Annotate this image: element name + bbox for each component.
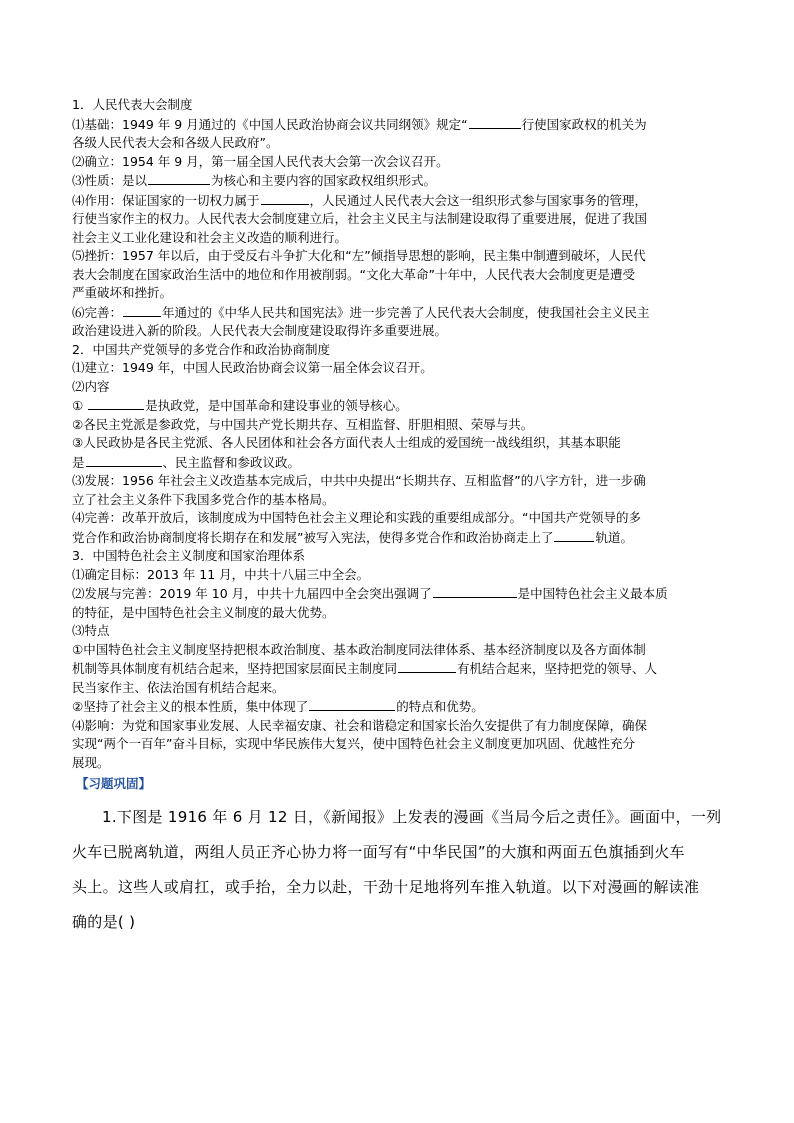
text-segment: ②坚持了社会主义的根本性质，集中体现了 — [72, 699, 309, 714]
text-line — [72, 396, 732, 416]
text-segment: 党合作和政治协商制度将长期存在和发展”被写入宪法，使得多党合作和政治协商走上了 — [72, 529, 554, 545]
text-segment: 轨道。 — [595, 529, 633, 545]
text-line — [72, 453, 732, 473]
text-line — [72, 359, 732, 378]
text-segment: 是中国特色社会主义最本质 — [517, 586, 668, 601]
text-segment: 的特征，是中国特色社会主义制度的最大优势。 — [72, 604, 335, 620]
text-segment: ⑵确立：1954 年 9 月，第一届全国人民代表大会第一次会议召开。 — [72, 153, 449, 169]
text-line — [72, 96, 732, 115]
text-line — [72, 134, 732, 153]
text-segment: ⑸挫折：1957 年以后，由于受反右斗争扩大化和“左”倾指导思想的影响，民主集中制遭到破坏，人民代 — [72, 248, 646, 263]
text-line — [72, 341, 732, 360]
text-line — [72, 115, 732, 135]
exercise-line: 火车已脱离轨道，两组人员正齐心协力将一面写有“中华民国”的大旗和两面五色旗插到火车 — [72, 843, 685, 861]
fill-in-blank — [433, 584, 517, 598]
text-segment: 为核心和主要内容的国家政权组织形式。 — [211, 173, 437, 188]
text-line — [72, 509, 732, 528]
text-line — [72, 191, 732, 211]
fill-in-blank — [123, 303, 161, 317]
text-line — [72, 641, 732, 660]
text-segment: 3．中国特色社会主义制度和国家治理体系 — [72, 548, 305, 563]
text-segment: ⑶发展：1956 年社会主义改造基本完成后，中共中央提出“长期共存、互相监督”的八字方针，进一步确 — [72, 473, 646, 488]
text-line — [72, 566, 732, 585]
text-segment: ①中国特色社会主义制度坚持把根本政治制度、基本政治制度同法律体系、基本经济制度以及各方面体制 — [72, 641, 646, 657]
text-segment: 各级人民代表大会和各级人民政府”。 — [72, 135, 279, 150]
text-segment: ⑵内容 — [72, 378, 110, 394]
fill-in-blank — [469, 115, 521, 129]
text-line — [72, 416, 732, 435]
text-line — [72, 247, 732, 266]
text-segment: 有机结合起来，坚持把党的领导、人 — [457, 661, 658, 676]
text-segment: 社会主义工业化建设和社会主义改造的顺利进行。 — [72, 229, 348, 245]
text-line — [72, 171, 732, 191]
text-line — [72, 472, 732, 491]
text-segment: 严重破坏和挫折。 — [72, 285, 173, 300]
text-segment: 是执政党，是中国革命和建设事业的领导核心。 — [145, 398, 408, 413]
exercise-line: 1.下图是 1916 年 6 月 12 日，《新闻报》上发表的漫画《当局今后之责任》。画面中，一列 — [102, 808, 722, 826]
text-line — [72, 679, 732, 698]
text-segment: 民当家作主、依法治国有机结合起来。 — [72, 679, 285, 695]
text-segment: ⑷作用：保证国家的一切权力属于 — [72, 192, 260, 208]
text-line — [72, 153, 732, 172]
text-segment: 是 — [72, 454, 85, 470]
text-segment: ⑴确定目标：2013 年 11 月，中共十八届三中全会。 — [72, 566, 370, 582]
text-line — [72, 266, 732, 285]
text-segment: 、民主监督和参政议政。 — [162, 454, 301, 470]
text-segment: ⑴基础：1949 年 9 月通过的《中国人民政治协商会议共同纲领》规定“ — [72, 116, 468, 132]
text-segment: ②各民主党派是参政党，与中国共产党长期共存、互相监督、肝胆相照、荣辱与共。 — [72, 416, 534, 432]
exercise-line: 确的是( ) — [72, 913, 136, 931]
text-segment: ⑵发展与完善：2019 年 10 月，中共十九届四中全会突出强调了 — [72, 586, 432, 601]
fill-in-blank — [148, 171, 210, 185]
exercise-line: 头上。这些人或肩扛，或手抬，全力以赴，干劲十足地将列车推入轨道。以下对漫画的解读准 — [72, 878, 700, 896]
text-line — [72, 210, 732, 229]
text-line — [72, 303, 732, 323]
text-line — [72, 604, 732, 623]
text-segment: 立了社会主义条件下我国多党合作的基本格局。 — [72, 491, 335, 507]
text-segment: 展现。 — [72, 754, 110, 770]
text-line — [72, 584, 732, 604]
text-segment: 政治建设进入新的阶段。人民代表大会制度建设取得许多重要进展。 — [72, 323, 448, 338]
text-segment: 行使当家作主的权力。人民代表大会制度建立后，社会主义民主与法制建设取得了重要进展，促进了我国 — [72, 211, 648, 226]
text-segment: ，人民通过人民代表大会这一组织形式参与国家事务的管理， — [309, 192, 648, 208]
fill-in-blank — [88, 396, 144, 410]
text-line — [72, 547, 732, 566]
text-line — [72, 284, 732, 303]
text-line — [72, 754, 732, 773]
text-line — [72, 659, 732, 679]
text-segment: ① — [72, 398, 88, 413]
text-segment: ⑴建立：1949 年，中国人民政治协商会议第一届全体会议召开。 — [72, 360, 433, 375]
fill-in-blank — [309, 697, 395, 711]
text-line — [72, 528, 732, 548]
document-page — [72, 96, 732, 940]
exercise-section-tag: 【习题巩固】 — [76, 776, 152, 791]
text-segment: 的特点和优势。 — [396, 699, 484, 714]
fill-in-blank — [398, 659, 456, 673]
fill-in-blank — [261, 191, 309, 205]
notes-section — [72, 96, 732, 772]
text-segment: ⑶性质：是以 — [72, 173, 148, 188]
text-segment: 表大会制度在国家政治生活中的地位和作用被削弱。“文化大革命”十年中，人民代表大会制度更是遭受 — [72, 266, 635, 282]
exercise-question — [72, 800, 732, 940]
text-line — [72, 697, 732, 717]
text-segment: 实现“两个一百年”奋斗目标，实现中华民族伟大复兴，使中国特色社会主义制度更加巩固、优越性充分 — [72, 736, 635, 751]
text-line — [72, 491, 732, 510]
text-segment: ③人民政协是各民主党派、各人民团体和社会各方面代表人士组成的爱国统一战线组织，其基本职能 — [72, 435, 621, 450]
text-line — [72, 322, 732, 341]
fill-in-blank — [86, 453, 162, 467]
text-segment: ⑷影响：为党和国家事业发展、人民幸福安康、社会和谐稳定和国家长治久安提供了有力制度保障，确保 — [72, 717, 648, 733]
text-line — [72, 229, 732, 248]
text-line — [72, 378, 732, 397]
text-line — [72, 622, 732, 641]
text-line — [72, 717, 732, 736]
text-line — [72, 434, 732, 453]
fill-in-blank — [554, 528, 594, 542]
text-segment: 2．中国共产党领导的多党合作和政治协商制度 — [72, 341, 330, 357]
text-segment: 机制等具体制度有机结合起来，坚持把国家层面民主制度同 — [72, 661, 398, 676]
text-segment: ⑹完善： — [72, 304, 123, 320]
text-segment: ⑶特点 — [72, 623, 110, 638]
text-segment: ⑷完善：改革开放后，该制度成为中国特色社会主义理论和实践的重要组成部分。“中国共产党领导的多 — [72, 510, 641, 525]
text-segment: 行使国家政权的机关为 — [521, 116, 647, 132]
text-line — [72, 735, 732, 754]
text-segment: 1．人民代表大会制度 — [72, 97, 193, 112]
text-segment: 年通过的《中华人民共和国宪法》进一步完善了人民代表大会制度，使我国社会主义民主 — [162, 304, 650, 320]
